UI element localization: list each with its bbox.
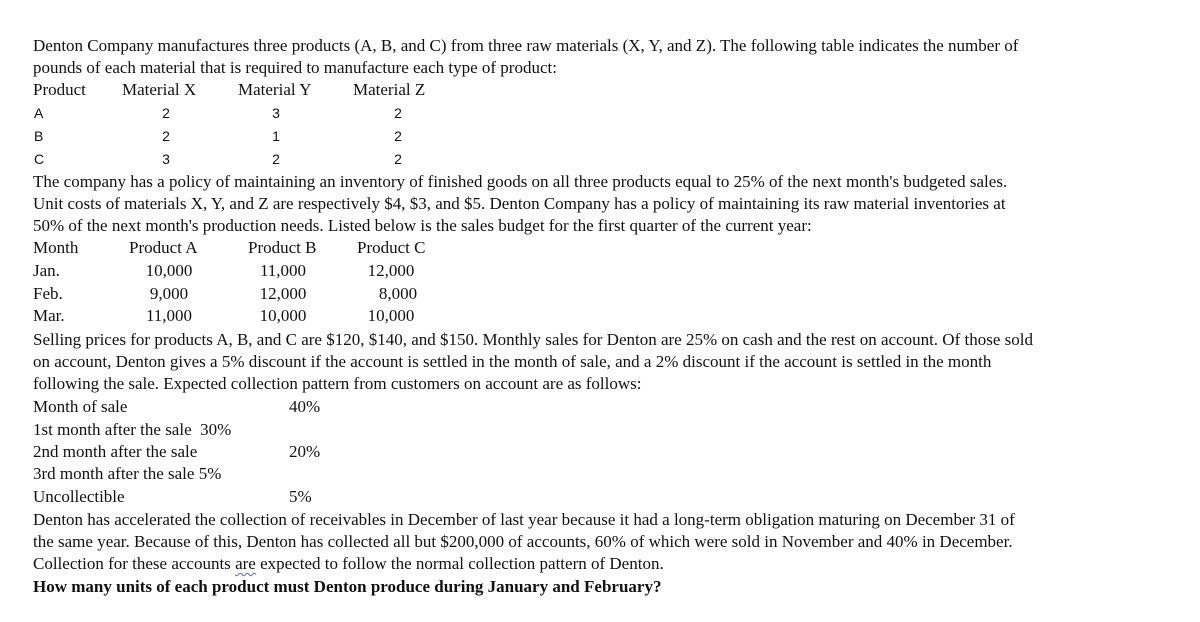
question: How many units of each product must Denton produce during January and February? — [33, 577, 662, 596]
sales-row-mar-month: Mar. — [33, 306, 65, 325]
collection-uncollectible-value: 5% — [289, 487, 312, 506]
sales-header-month: Month — [33, 238, 79, 257]
collection-second-month-label: 2nd month after the sale — [33, 442, 198, 461]
sales-row-mar-a: 11,000 — [145, 306, 193, 325]
sales-row-mar-c: 10,000 — [367, 306, 415, 325]
sales-header-b: Product B — [248, 238, 317, 257]
material-row-a-z: 2 — [394, 105, 402, 121]
material-row-a-product: A — [34, 105, 44, 121]
material-row-c-product: C — [34, 151, 45, 167]
material-row-a-x: 2 — [162, 105, 170, 121]
selling-line-3: following the sale. Expected collection pattern from customers on account are as follows: — [33, 374, 642, 393]
policy-line-2: Unit costs of materials X, Y, and Z are respectively $4, $3, and $5. Denton Company has a policy of maintaining its raw material inventories at — [33, 194, 1006, 213]
sales-row-feb-a: 9,000 — [149, 284, 189, 303]
material-row-b-x: 2 — [162, 128, 170, 144]
collection-month-of-sale-value: 40% — [289, 397, 321, 416]
material-row-c-x: 3 — [162, 151, 170, 167]
intro-line-1: Denton Company manufactures three products (A, B, and C) from three raw materials (X, Y, and Z). The following table indicates the number of — [33, 36, 1019, 55]
material-row-b-z: 2 — [394, 128, 402, 144]
collection-second-month-value: 20% — [289, 442, 321, 461]
material-header-x: Material X — [122, 80, 197, 99]
closing-line-3 — [33, 554, 664, 574]
sales-row-jan-a: 10,000 — [145, 261, 193, 280]
material-row-c-z: 2 — [394, 151, 402, 167]
closing-line-2: the same year. Because of this, Denton has collected all but $200,000 of accounts, 60% of which were sold in November and 40% in December. — [33, 532, 1013, 551]
material-row-b-product: B — [34, 128, 44, 144]
sales-row-jan-c: 12,000 — [367, 261, 415, 280]
material-row-a-y: 3 — [272, 105, 280, 121]
collection-uncollectible-label: Uncollectible — [33, 487, 125, 506]
collection-third-month: 3rd month after the sale 5% — [33, 464, 222, 483]
material-row-c-y: 2 — [272, 151, 280, 167]
collection-first-month: 1st month after the sale 30% — [33, 420, 232, 439]
sales-row-feb-c: 8,000 — [378, 284, 418, 303]
sales-row-mar-b: 10,000 — [259, 306, 307, 325]
selling-line-1: Selling prices for products A, B, and C are $120, $140, and $150. Monthly sales for Denton are 25% on cash and the rest on account. Of those sold — [33, 330, 1033, 349]
sales-header-a: Product A — [129, 238, 198, 257]
sales-header-c: Product C — [357, 238, 426, 257]
policy-line-3: 50% of the next month's production needs. Listed below is the sales budget for the first quarter of the current year: — [33, 216, 812, 235]
sales-row-jan-month: Jan. — [33, 261, 60, 280]
material-header-y: Material Y — [238, 80, 312, 99]
material-row-b-y: 1 — [272, 128, 280, 144]
material-header-product: Product — [33, 80, 86, 99]
closing-line-1: Denton has accelerated the collection of receivables in December of last year because it had a long-term obligation maturing on December 31 of — [33, 510, 1015, 529]
material-header-z: Material Z — [353, 80, 426, 99]
closing-line-3-post: expected to follow the normal collection pattern of Denton. — [255, 554, 664, 573]
policy-line-1: The company has a policy of maintaining an inventory of finished goods on all three products equal to 25% of the next month's budgeted sales. — [33, 172, 1008, 191]
intro-line-2: pounds of each material that is required to manufacture each type of product: — [33, 58, 557, 77]
spellcheck-underlined-word: are — [235, 554, 256, 573]
sales-row-jan-b: 11,000 — [259, 261, 307, 280]
sales-row-feb-month: Feb. — [33, 284, 63, 303]
selling-line-2: on account, Denton gives a 5% discount if the account is settled in the month of sale, and a 2% discount if the account is settled in the month — [33, 352, 992, 371]
closing-line-3-pre: Collection for these accounts — [33, 554, 236, 573]
collection-month-of-sale-label: Month of sale — [33, 397, 128, 416]
sales-row-feb-b: 12,000 — [259, 284, 307, 303]
